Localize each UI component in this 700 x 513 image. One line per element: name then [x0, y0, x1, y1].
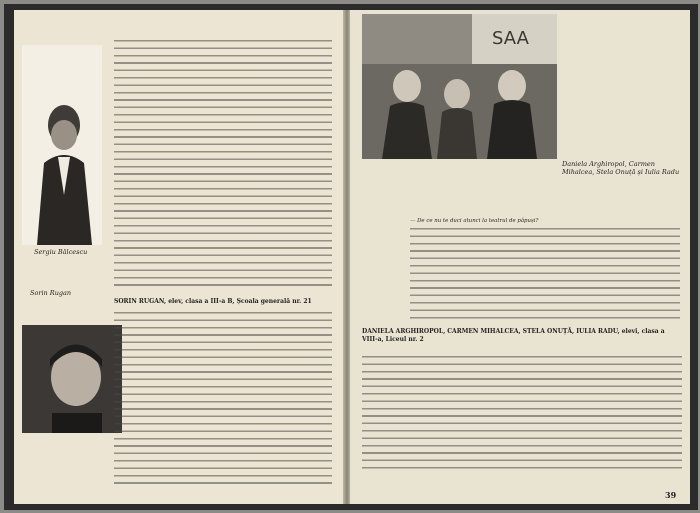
left-page: [14, 10, 345, 504]
right-page: [350, 10, 690, 504]
svg-text:SAA: SAA: [492, 28, 529, 49]
left-text-column-top: [114, 40, 332, 290]
portrait-caption-2: Sorin Rugan: [30, 289, 72, 297]
dialog-line-1: — De ce nu te duci atunci la teatrul de păpuși?: [410, 218, 539, 224]
child-portrait-icon: [22, 325, 122, 433]
right-text-column-top: [410, 228, 680, 323]
open-book: [4, 4, 698, 510]
portrait-photo-2: [22, 325, 122, 433]
right-text-column-bottom: [362, 356, 682, 474]
man-portrait-icon: [22, 45, 102, 245]
group-of-girls-photo-icon: [362, 14, 557, 159]
page-number: 39: [665, 490, 677, 500]
left-heading: SORIN RUGAN, elev, clasa a III-a B, Școala generală nr. 21: [114, 298, 312, 305]
portrait-caption-1: Sergiu Bălcescu: [34, 248, 88, 256]
portrait-photo-1: [22, 45, 102, 245]
left-text-column-bottom: [114, 312, 332, 487]
right-heading: DANIELA ARGHIROPOL, CARMEN MIHALCEA, STELA ONUȚĂ, IULIA RADU, elevi, clasa a VIII-a, Liceul nr. 2: [362, 328, 665, 343]
group-photo-caption: Daniela Arghiropol, Carmen Mihalcea, Stela Onuță și Iulia Radu: [562, 160, 680, 176]
group-photo: [362, 14, 557, 159]
